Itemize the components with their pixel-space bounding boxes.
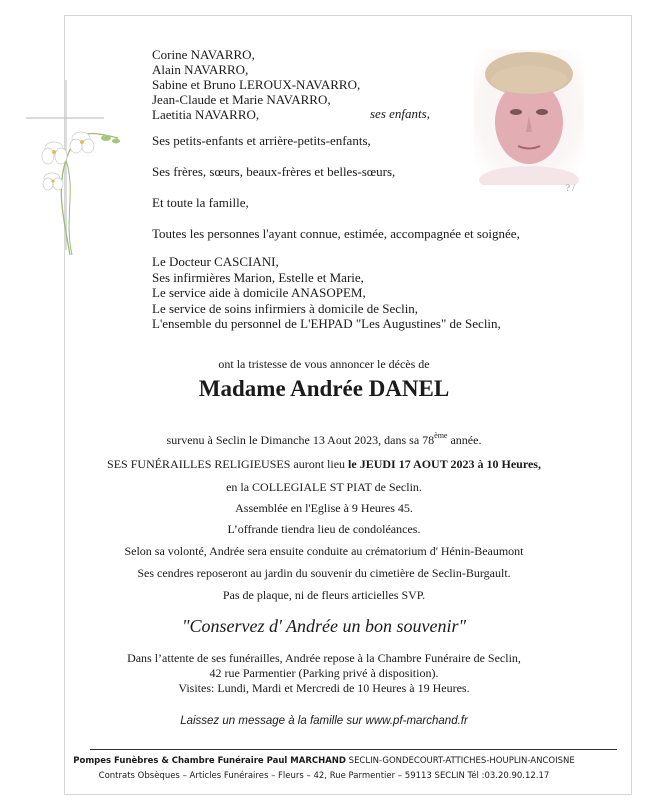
- family-name: Alain NAVARRO,: [152, 62, 249, 77]
- ashes-line: Ses cendres reposeront au jardin du souvenir du cimetière de Seclin-Burgault.: [137, 566, 511, 580]
- death-line: [0, 431, 648, 448]
- family-name: Laetitia NAVARRO,: [152, 107, 260, 122]
- visitation-line: Dans l’attente de ses funérailles, Andrée repose à la Chambre Funéraire de Seclin,: [127, 651, 521, 665]
- footer-services: Contrats Obsèques – Articles Funéraires – Fleurs – 42, Rue Parmentier – 59113 SECLIN Tél :03.20.90.12.17: [98, 771, 550, 781]
- carers-line: Toutes les personnes l'ayant connue, estimée, accompagnée et soignée,: [152, 226, 520, 241]
- offering-line: L’offrande tiendra lieu de condoléances.: [227, 522, 421, 536]
- family-name: Jean-Claude et Marie NAVARRO,: [152, 92, 331, 107]
- footer-company: Pompes Funèbres & Chambre Funéraire Paul MARCHAND: [73, 756, 346, 766]
- photo-mark: ? /: [566, 183, 575, 193]
- medical-line: Le service aide à domicile ANASOPEM,: [152, 285, 366, 300]
- medical-line: Le Docteur CASCIANI,: [152, 254, 279, 269]
- intro-line: ont la tristesse de vous annoncer le décès de: [218, 357, 430, 371]
- footer-towns: SECLIN-GONDECOURT-ATTICHES-HOUPLIN-ANCOISNE: [345, 756, 575, 766]
- footer-company-line: [0, 756, 648, 766]
- assembly-line: Assemblée en l'Eglise à 9 Heures 45.: [235, 501, 413, 515]
- family-line: Et toute la famille,: [152, 195, 249, 210]
- visitation-line: 42 rue Parmentier (Parking privé à disposition).: [209, 666, 439, 680]
- medical-list: [152, 254, 501, 332]
- family-name: Corine NAVARRO,: [152, 47, 255, 62]
- medical-line: L'ensemble du personnel de L'EHPAD "Les Augustines" de Seclin,: [152, 316, 501, 331]
- visitation-line: Visites: Lundi, Mardi et Mercredi de 10 Heures à 19 Heures.: [178, 681, 470, 695]
- deceased-name: Madame Andrée DANEL: [198, 376, 450, 401]
- funeral-line: [0, 457, 648, 472]
- medical-line: Ses infirmières Marion, Estelle et Marie,: [152, 269, 364, 285]
- death-text: survenu à Seclin le Dimanche 13 Aout 2023, dans sa 78: [166, 433, 435, 447]
- grandchildren-line: Ses petits-enfants et arrière-petits-enfants,: [152, 133, 371, 148]
- death-text-end: année.: [447, 433, 482, 447]
- memorial-quote: "Conservez d' Andrée un bon souvenir": [181, 616, 467, 636]
- no-flowers-line: Pas de plaque, ni de fleurs articielles SVP.: [222, 588, 426, 602]
- funeral-date: le JEUDI 17 AOUT 2023 à 10 Heures,: [348, 457, 541, 471]
- message-link[interactable]: Laissez un message à la famille sur www.pf-marchand.fr: [180, 715, 468, 727]
- portrait-photo: [474, 50, 584, 185]
- footer-divider: [90, 749, 617, 750]
- funeral-text: SES FUNÉRAILLES RELIGIEUSES auront lieu: [107, 457, 349, 471]
- cross-flower-ornament-icon: [26, 80, 136, 260]
- children-names: [152, 47, 360, 122]
- ordinal-suffix: ème: [434, 431, 448, 440]
- children-label: ses enfants,: [370, 106, 430, 121]
- medical-line: Le service de soins infirmiers à domicile de Seclin,: [152, 300, 419, 316]
- location-line: en la COLLEGIALE ST PIAT de Seclin.: [226, 480, 422, 494]
- cremation-line: Selon sa volonté, Andrée sera ensuite conduite au crématorium d' Hénin-Beaumont: [124, 544, 524, 558]
- siblings-line: Ses frères, sœurs, beaux-frères et belles-sœurs,: [152, 164, 396, 179]
- family-name: Sabine et Bruno LEROUX-NAVARRO,: [152, 77, 361, 92]
